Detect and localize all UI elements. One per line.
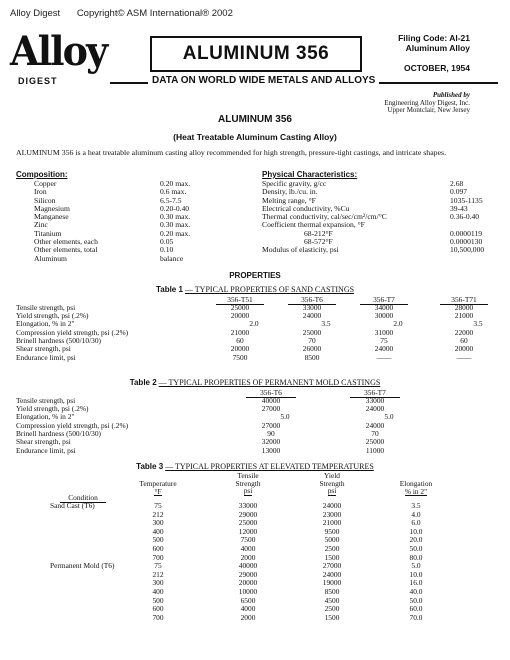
cell-value: 60	[236, 336, 244, 346]
cell-value: 25000	[238, 518, 258, 528]
header-line: °F	[154, 486, 162, 496]
row-label: Endurance limit, psi	[16, 352, 76, 362]
cell-value: 21000	[230, 327, 250, 337]
cell-value: 21000	[322, 518, 342, 528]
cell-value: 20000	[230, 344, 250, 354]
logo-subtext: DIGEST	[18, 76, 58, 86]
property-name: Titanium	[34, 228, 62, 238]
property-name: Magnesium	[34, 203, 70, 213]
cell-value: ——	[456, 352, 472, 362]
cell-value: 25000	[365, 437, 385, 447]
table3-caption	[0, 462, 510, 471]
cell-value: 600	[152, 543, 164, 553]
cell-value: 19000	[322, 578, 342, 588]
filing-category: Aluminum Alloy	[405, 43, 470, 53]
property-name: Zinc	[34, 220, 48, 230]
physical-label: Physical Characteristics:	[262, 170, 358, 179]
title-box	[150, 36, 362, 72]
table-row	[16, 528, 496, 537]
cell-value: 27000	[261, 403, 281, 413]
cell-value: 24000	[302, 310, 322, 320]
cell-value: 23000	[322, 509, 342, 519]
cell-value: 7500	[240, 535, 256, 545]
table-row	[16, 354, 496, 362]
cell-value: 2000	[240, 612, 256, 622]
table-row	[16, 405, 496, 413]
cell-value: 3.5	[473, 319, 483, 329]
property-value: 10,500,000	[450, 245, 485, 255]
cell-value: 2500	[324, 604, 340, 614]
cell-value: 4000	[240, 543, 256, 553]
header-note	[10, 8, 247, 19]
property-name: Other elements, each	[34, 237, 98, 247]
cell-value: 2500	[324, 543, 340, 553]
property-value: 0.36-0.40	[450, 212, 480, 222]
condition-label: Permanent Mold (T6)	[50, 561, 115, 571]
cell-value: 75	[380, 336, 388, 346]
header-line: Strength	[319, 478, 345, 488]
cell-value: 700	[152, 612, 164, 622]
property-value: 2.68	[450, 179, 464, 188]
table-row	[16, 345, 496, 353]
row-label: Brinell hardness (500/10/30)	[16, 336, 101, 346]
property-name: Specific gravity, g/cc	[262, 179, 327, 188]
header-line: psi	[243, 486, 253, 496]
column-header	[302, 472, 362, 496]
cell-value: 20000	[238, 578, 258, 588]
property-value: 0.05	[160, 237, 174, 247]
property-name: Copper	[34, 179, 57, 188]
table1	[16, 296, 496, 372]
property-name: 68-212°F	[304, 228, 333, 238]
physical-row	[262, 246, 502, 254]
row-label: Tensile strength, psi	[16, 395, 76, 405]
cell-value: 13000	[261, 445, 281, 455]
table3	[16, 472, 496, 654]
alloy-digest-logo	[10, 28, 122, 92]
cell-value: 5.0	[280, 412, 290, 422]
cell-value: 20.0	[409, 535, 423, 545]
main-heading: ALUMINUM 356	[218, 114, 292, 125]
property-name: Thermal conductivity, cal/sec/cm²/cm/°C	[262, 212, 387, 222]
table-row	[16, 614, 496, 623]
row-label: Yield strength, psi (.2%)	[16, 403, 89, 413]
cell-value: 31000	[374, 327, 394, 337]
property-name: Other elements, total	[34, 245, 98, 255]
cell-value: 5000	[324, 535, 340, 545]
cell-value: 30000	[374, 310, 394, 320]
composition-row	[34, 180, 234, 188]
table-row	[16, 447, 496, 455]
cell-value: 20000	[454, 344, 474, 354]
table1-header-row	[16, 296, 496, 304]
cell-value: 21000	[454, 310, 474, 320]
table1-number: Table 1	[155, 285, 183, 294]
cell-value: 29000	[238, 569, 258, 579]
cell-value: 10.0	[409, 526, 423, 536]
composition-list	[34, 180, 234, 263]
cell-value: 32000	[261, 437, 281, 447]
cell-value: 10000	[238, 586, 258, 596]
property-value: 6.5-7.5	[160, 195, 182, 205]
table2-header-row	[16, 389, 496, 397]
cell-value: 90	[267, 429, 275, 439]
publisher-block	[384, 92, 470, 115]
cell-value: 300	[152, 518, 164, 528]
copyright-text: Copyright© ASM International® 2002	[76, 8, 233, 19]
cell-value: 212	[152, 569, 164, 579]
cell-value: 70	[371, 429, 379, 439]
column-header: 356-T7	[350, 389, 400, 398]
cell-value: 500	[152, 595, 164, 605]
cell-value: 10.0	[409, 569, 423, 579]
cell-value: 75	[154, 501, 162, 510]
cell-value: ——	[376, 352, 392, 362]
cell-value: 33000	[365, 395, 385, 405]
properties-heading: PROPERTIES	[229, 271, 281, 280]
cell-value: 5.0	[411, 561, 421, 571]
column-header: Condition	[60, 494, 106, 503]
row-label: Compression yield strength, psi (.2%)	[16, 327, 129, 337]
cell-value: 27000	[322, 561, 342, 571]
cell-value: 70	[308, 336, 316, 346]
cell-value: 2.0	[249, 319, 259, 329]
cell-value: 7500	[232, 352, 248, 362]
column-header: 356-T6	[288, 296, 336, 305]
table-row	[16, 438, 496, 446]
cell-value: 80.0	[409, 552, 423, 562]
cell-value: 8500	[304, 352, 320, 362]
row-label: Elongation, % in 2"	[16, 412, 75, 422]
table-row	[16, 430, 496, 438]
row-label: Brinell hardness (500/10/30)	[16, 429, 101, 439]
property-name: Density, lb./cu. in.	[262, 187, 318, 197]
table-row	[16, 304, 496, 312]
table3-header	[16, 472, 496, 502]
table1-caption	[0, 285, 510, 294]
property-value: 0.20 max.	[160, 179, 191, 188]
cell-value: 1500	[324, 612, 340, 622]
property-name: Iron	[34, 187, 47, 197]
composition-row	[34, 188, 234, 196]
cell-value: 33000	[302, 302, 322, 312]
cell-value: 24000	[374, 344, 394, 354]
cell-value: 25000	[230, 302, 250, 312]
cell-value: 27000	[261, 420, 281, 430]
property-value: 0.6 max.	[160, 187, 187, 197]
cell-value: 26000	[302, 344, 322, 354]
main-subheading: (Heat Treatable Aluminum Casting Alloy)	[173, 132, 337, 142]
cell-value: 4.0	[411, 509, 421, 519]
cell-value: 24000	[365, 403, 385, 413]
row-label: Endurance limit, psi	[16, 445, 76, 455]
table2-caption	[0, 378, 510, 387]
cell-value: 4000	[240, 604, 256, 614]
row-label: Yield strength, psi (.2%)	[16, 310, 89, 320]
property-value: 0.0000119	[450, 228, 482, 238]
column-header: 356-T7	[360, 296, 408, 305]
publication-date: OCTOBER, 1954	[404, 63, 470, 73]
physical-list	[262, 180, 502, 255]
cell-value: 8500	[324, 586, 340, 596]
column-header	[386, 480, 446, 496]
publisher-line: Engineering Alloy Digest, Inc.	[384, 98, 470, 107]
composition-row	[34, 255, 234, 263]
cell-value: 24000	[365, 420, 385, 430]
cell-value: 6500	[240, 595, 256, 605]
table-row	[16, 588, 496, 597]
table3-number: Table 3	[136, 462, 164, 471]
cell-value: 5.0	[384, 412, 394, 422]
cell-value: 24000	[322, 501, 342, 510]
property-name: Silicon	[34, 195, 56, 205]
cell-value: 60.0	[409, 604, 423, 614]
table-row	[16, 397, 496, 405]
composition-label: Composition:	[16, 170, 68, 179]
property-value: 1035-1135	[450, 195, 483, 205]
table3-title: — TYPICAL PROPERTIES AT ELEVATED TEMPERATURES	[165, 462, 374, 471]
property-value: 0.10	[160, 245, 174, 255]
cell-value: 500	[152, 535, 164, 545]
property-name: Electrical conductivity, %Cu	[262, 203, 350, 213]
logo-text: Alloy	[10, 28, 107, 75]
cell-value: 12000	[238, 526, 258, 536]
header-subtitle: DATA ON WORLD WIDE METALS AND ALLOYS	[148, 75, 379, 86]
cell-value: 6.0	[411, 518, 421, 528]
row-label: Tensile strength, psi	[16, 302, 76, 312]
condition-label: Sand Cast (T6)	[50, 501, 95, 510]
composition-row	[34, 213, 234, 221]
cell-value: 400	[152, 526, 164, 536]
property-value: 0.0000130	[450, 237, 483, 247]
property-value: 0.30 max.	[160, 220, 191, 230]
table2-number: Table 2	[129, 378, 157, 387]
property-name: Melting range, °F	[262, 195, 316, 205]
cell-value: 33000	[238, 501, 258, 510]
row-label: Shear strength, psi	[16, 344, 71, 354]
cell-value: 40000	[238, 561, 258, 571]
row-label: Compression yield strength, psi (.2%)	[16, 420, 129, 430]
header-line: % in 2"	[404, 486, 428, 496]
cell-value: 4500	[324, 595, 340, 605]
header-line: psi	[327, 486, 337, 496]
property-name: Aluminum	[34, 253, 67, 263]
column-header	[218, 472, 278, 496]
cell-value: 2000	[240, 552, 256, 562]
cell-value: 25000	[302, 327, 322, 337]
cell-value: 400	[152, 586, 164, 596]
cell-value: 11000	[365, 445, 385, 455]
row-label: Elongation, % in 2"	[16, 319, 75, 329]
cell-value: 3.5	[411, 501, 421, 510]
document-title: ALUMINUM 356	[182, 43, 330, 64]
cell-value: 300	[152, 578, 164, 588]
table-row	[16, 597, 496, 606]
cell-value: 600	[152, 604, 164, 614]
cell-value: 28000	[454, 302, 474, 312]
column-header: 356-T6	[246, 389, 296, 398]
cell-value: 9500	[324, 526, 340, 536]
cell-value: 20000	[230, 310, 250, 320]
publisher-name: Alloy Digest	[10, 8, 61, 19]
filing-info	[398, 33, 470, 53]
cell-value: 70.0	[409, 612, 423, 622]
composition-row	[34, 221, 234, 229]
header-line: Yield	[323, 471, 340, 480]
cell-value: 60	[460, 336, 468, 346]
cell-value: 1500	[324, 552, 340, 562]
publisher-line: Upper Montclair, New Jersey	[387, 106, 470, 114]
header-line: Strength	[235, 478, 261, 488]
cell-value: 3.5	[321, 319, 331, 329]
cell-value: 40.0	[409, 586, 423, 596]
property-value: 0.097	[450, 187, 468, 197]
row-label: Shear strength, psi	[16, 437, 71, 447]
header-line: Elongation	[399, 479, 433, 488]
cell-value: 75	[154, 561, 162, 571]
property-name: Coefficient thermal expansion, °F	[262, 220, 365, 230]
cell-value: 22000	[454, 327, 474, 337]
cell-value: 24000	[322, 569, 342, 579]
intro-paragraph: ALUMINUM 356 is a heat treatable aluminum casting alloy recommended for high strength, pressure-tight castings, and intricate shapes.	[16, 148, 447, 157]
property-value: 0.20 max.	[160, 228, 191, 238]
cell-value: 700	[152, 552, 164, 562]
cell-value: 34000	[374, 302, 394, 312]
property-name: Manganese	[34, 212, 69, 222]
column-header	[128, 480, 188, 496]
table2-title: — TYPICAL PROPERTIES OF PERMANENT MOLD CASTINGS	[158, 378, 381, 387]
header-line: Tensile	[237, 471, 259, 480]
property-value: 0.30 max.	[160, 212, 191, 222]
cell-value: 16.0	[409, 578, 423, 588]
column-header: 356-T51	[216, 296, 264, 305]
published-by-label: Published by	[432, 91, 470, 99]
filing-code: Filing Code: Al-21	[398, 33, 470, 43]
property-name: 68-572°F	[304, 237, 333, 247]
cell-value: 2.0	[393, 319, 403, 329]
table2	[16, 389, 496, 465]
cell-value: 212	[152, 509, 164, 519]
property-value: balance	[160, 253, 184, 263]
property-name: Modulus of elasticity, psi	[262, 245, 339, 255]
table-row	[16, 605, 496, 614]
property-value: 0.20-0.40	[160, 203, 190, 213]
column-header: 356-T71	[440, 296, 488, 305]
table-row	[16, 536, 496, 545]
table-row	[16, 545, 496, 554]
cell-value: 29000	[238, 509, 258, 519]
cell-value: 50.0	[409, 543, 423, 553]
cell-value: 40000	[261, 395, 281, 405]
table-row	[16, 337, 496, 345]
cell-value: 50.0	[409, 595, 423, 605]
table1-title: — TYPICAL PROPERTIES OF SAND CASTINGS	[184, 285, 355, 294]
property-value: 39-43	[450, 203, 468, 213]
header-line: Temperature	[139, 479, 177, 488]
